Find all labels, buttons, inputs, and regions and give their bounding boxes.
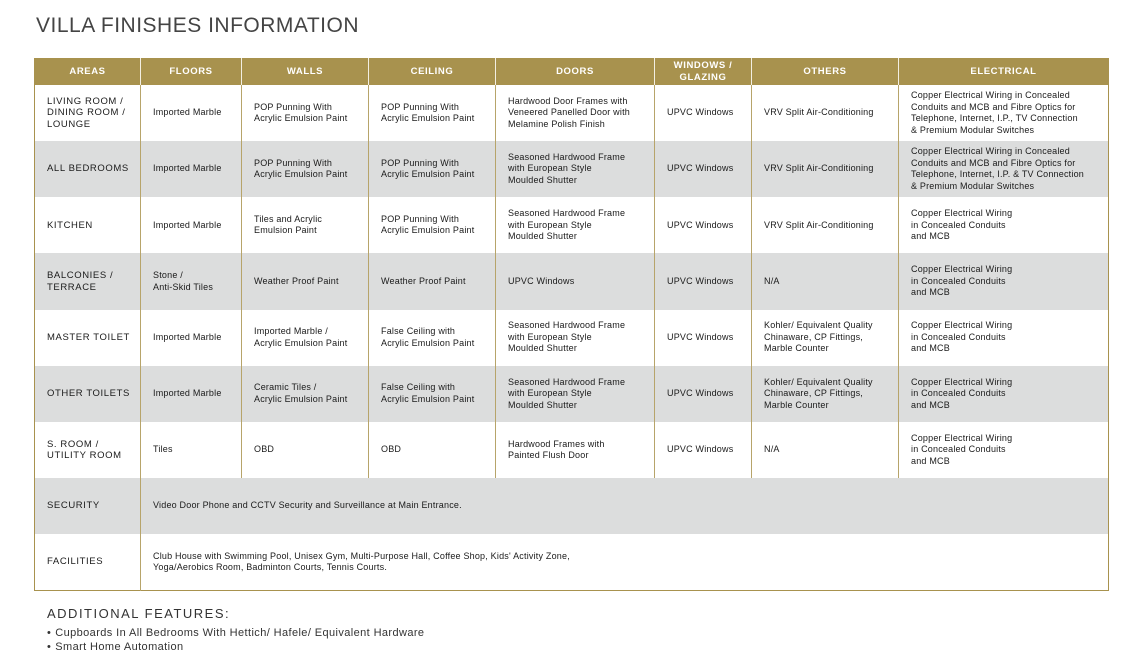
cell-area: S. ROOM / UTILITY ROOM	[35, 422, 141, 478]
cell-ceiling: False Ceiling with Acrylic Emulsion Paint	[369, 366, 496, 422]
bullet-icon: •	[47, 641, 52, 653]
feature-item	[47, 626, 424, 640]
table-row	[35, 141, 1109, 197]
cell-ceiling: False Ceiling with Acrylic Emulsion Paint	[369, 310, 496, 366]
cell-windows: UPVC Windows	[655, 310, 752, 366]
cell-ceiling: Weather Proof Paint	[369, 253, 496, 309]
cell-floors: Imported Marble	[141, 85, 242, 141]
cell-electrical: Copper Electrical Wiring in Concealed Conduits and MCB and Fibre Optics for Telephone, Internet, I.P., TV Connection & Premium Modular Switches	[899, 85, 1109, 141]
feature-text: Cupboards In All Bedrooms With Hettich/ Hafele/ Equivalent Hardware	[55, 627, 425, 639]
cell-ceiling: OBD	[369, 422, 496, 478]
bullet-icon: •	[47, 627, 52, 639]
table-row	[35, 422, 1109, 478]
cell-ceiling: POP Punning With Acrylic Emulsion Paint	[369, 85, 496, 141]
header-windows-glazing: WINDOWS / GLAZING	[655, 59, 752, 86]
cell-electrical: Copper Electrical Wiring in Concealed Conduits and MCB	[899, 197, 1109, 253]
facilities-text: Club House with Swimming Pool, Unisex Gym, Multi-Purpose Hall, Coffee Shop, Kids' Activity Zone, Yoga/Aerobics Room, Badminton Courts, Tennis Courts.	[141, 534, 1109, 590]
cell-electrical: Copper Electrical Wiring in Concealed Conduits and MCB	[899, 253, 1109, 309]
table-row	[35, 366, 1109, 422]
cell-others: VRV Split Air-Conditioning	[752, 141, 899, 197]
header-electrical: ELECTRICAL	[899, 59, 1109, 86]
cell-electrical: Copper Electrical Wiring in Concealed Conduits and MCB	[899, 366, 1109, 422]
cell-ceiling: POP Punning With Acrylic Emulsion Paint	[369, 141, 496, 197]
header-others: OTHERS	[752, 59, 899, 86]
page-title: VILLA FINISHES INFORMATION	[36, 14, 359, 37]
cell-others: N/A	[752, 422, 899, 478]
table-row	[35, 310, 1109, 366]
cell-windows: UPVC Windows	[655, 197, 752, 253]
cell-floors: Imported Marble	[141, 197, 242, 253]
cell-floors: Tiles	[141, 422, 242, 478]
table-row	[35, 85, 1109, 141]
cell-windows: UPVC Windows	[655, 422, 752, 478]
cell-walls: POP Punning With Acrylic Emulsion Paint	[242, 85, 369, 141]
cell-area-facilities: FACILITIES	[35, 534, 141, 590]
cell-floors: Stone / Anti-Skid Tiles	[141, 253, 242, 309]
cell-ceiling: POP Punning With Acrylic Emulsion Paint	[369, 197, 496, 253]
cell-walls: OBD	[242, 422, 369, 478]
facilities-row	[35, 534, 1109, 590]
feature-text: Smart Home Automation	[55, 641, 184, 653]
cell-floors: Imported Marble	[141, 366, 242, 422]
additional-features-title: ADDITIONAL FEATURES:	[47, 606, 231, 621]
cell-others: Kohler/ Equivalent Quality Chinaware, CP Fittings, Marble Counter	[752, 310, 899, 366]
cell-windows: UPVC Windows	[655, 85, 752, 141]
cell-area: ALL BEDROOMS	[35, 141, 141, 197]
cell-doors: Hardwood Door Frames with Veneered Panelled Door with Melamine Polish Finish	[496, 85, 655, 141]
cell-doors: UPVC Windows	[496, 253, 655, 309]
security-row	[35, 478, 1109, 534]
cell-area: BALCONIES / TERRACE	[35, 253, 141, 309]
cell-walls: Imported Marble / Acrylic Emulsion Paint	[242, 310, 369, 366]
header-floors: FLOORS	[141, 59, 242, 86]
cell-walls: Tiles and Acrylic Emulsion Paint	[242, 197, 369, 253]
header-doors: DOORS	[496, 59, 655, 86]
cell-others: Kohler/ Equivalent Quality Chinaware, CP Fittings, Marble Counter	[752, 366, 899, 422]
cell-doors: Seasoned Hardwood Frame with European Style Moulded Shutter	[496, 197, 655, 253]
cell-doors: Hardwood Frames with Painted Flush Door	[496, 422, 655, 478]
finishes-table	[34, 58, 1109, 591]
table-header-row	[35, 59, 1109, 86]
header-areas: AREAS	[35, 59, 141, 86]
cell-walls: POP Punning With Acrylic Emulsion Paint	[242, 141, 369, 197]
cell-area: MASTER TOILET	[35, 310, 141, 366]
cell-doors: Seasoned Hardwood Frame with European Style Moulded Shutter	[496, 141, 655, 197]
cell-walls: Ceramic Tiles / Acrylic Emulsion Paint	[242, 366, 369, 422]
table-row	[35, 197, 1109, 253]
cell-windows: UPVC Windows	[655, 141, 752, 197]
additional-features	[47, 606, 424, 654]
cell-doors: Seasoned Hardwood Frame with European Style Moulded Shutter	[496, 366, 655, 422]
cell-floors: Imported Marble	[141, 310, 242, 366]
cell-others: VRV Split Air-Conditioning	[752, 197, 899, 253]
header-walls: WALLS	[242, 59, 369, 86]
cell-area: KITCHEN	[35, 197, 141, 253]
cell-windows: UPVC Windows	[655, 253, 752, 309]
cell-area-security: SECURITY	[35, 478, 141, 534]
cell-doors: Seasoned Hardwood Frame with European Style Moulded Shutter	[496, 310, 655, 366]
cell-electrical: Copper Electrical Wiring in Concealed Conduits and MCB and Fibre Optics for Telephone, Internet, I.P. & TV Connection & Premium Modular Switches	[899, 141, 1109, 197]
cell-electrical: Copper Electrical Wiring in Concealed Conduits and MCB	[899, 422, 1109, 478]
cell-windows: UPVC Windows	[655, 366, 752, 422]
cell-floors: Imported Marble	[141, 141, 242, 197]
cell-others: N/A	[752, 253, 899, 309]
feature-item	[47, 640, 424, 654]
cell-walls: Weather Proof Paint	[242, 253, 369, 309]
cell-electrical: Copper Electrical Wiring in Concealed Conduits and MCB	[899, 310, 1109, 366]
cell-others: VRV Split Air-Conditioning	[752, 85, 899, 141]
cell-area: LIVING ROOM / DINING ROOM / LOUNGE	[35, 85, 141, 141]
table-row	[35, 253, 1109, 309]
security-text: Video Door Phone and CCTV Security and Surveillance at Main Entrance.	[141, 478, 1109, 534]
cell-area: OTHER TOILETS	[35, 366, 141, 422]
header-ceiling: CEILING	[369, 59, 496, 86]
